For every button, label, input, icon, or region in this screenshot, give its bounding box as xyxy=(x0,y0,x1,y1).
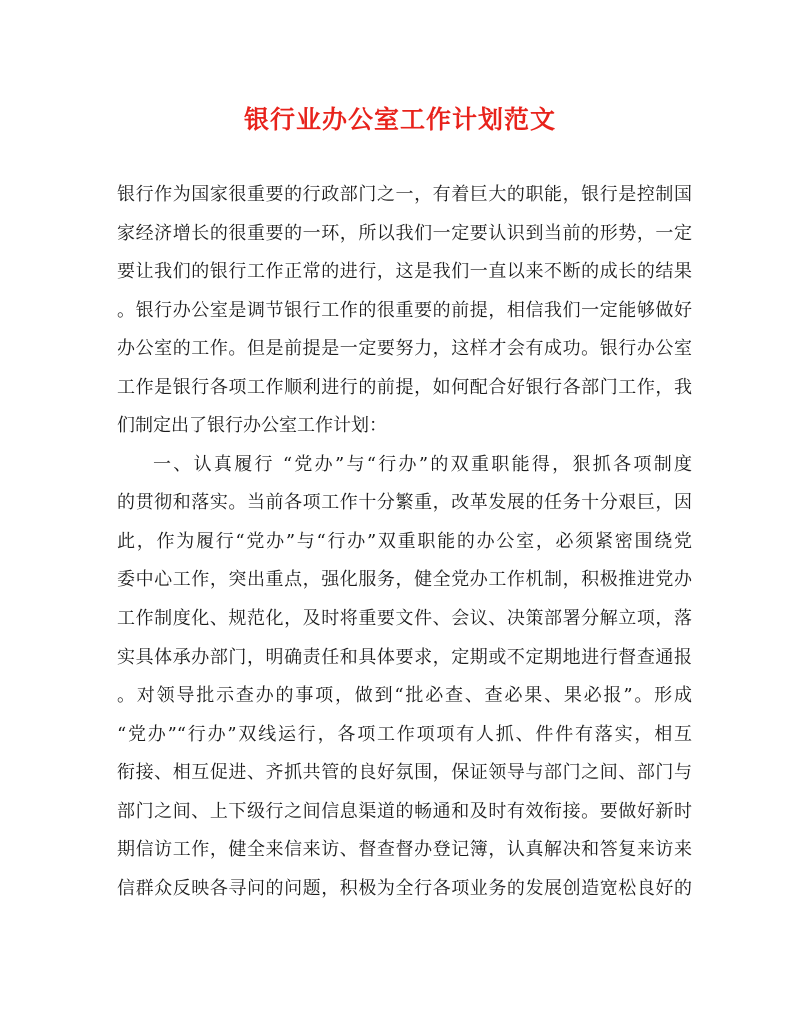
body-line: 期信访工作，健全来信来访、督查督办登记簿，认真解决和答复来访来 xyxy=(117,839,692,861)
body-line: 工作制度化、规范化，及时将重要文件、会议、决策部署分解立项，落 xyxy=(117,608,692,630)
body-line: 办公室的工作。但是前提是一定要努力，这样才会有成功。银行办公室 xyxy=(117,338,692,360)
body-line: 衔接、相互促进、齐抓共管的良好氛围，保证领导与部门之间、部门与 xyxy=(117,762,692,784)
body-line: 。银行办公室是调节银行工作的很重要的前提，相信我们一定能够做好 xyxy=(117,299,692,321)
document-title: 银行业办公室工作计划范文 xyxy=(243,105,556,134)
body-line: “党办”“行办”双线运行，各项工作项项有人抓、件件有落实，相互 xyxy=(117,723,692,745)
body-line: 的贯彻和落实。当前各项工作十分繁重，改革发展的任务十分艰巨，因 xyxy=(117,492,692,514)
body-line: 们制定出了银行办公室工作计划： xyxy=(117,415,387,437)
body-line: 此，作为履行“党办”与“行办”双重职能的办公室，必须紧密围绕党 xyxy=(117,530,692,552)
body-line: 银行作为国家很重要的行政部门之一，有着巨大的职能，银行是控制国 xyxy=(117,184,692,205)
paragraph-first-line: 一、认真履行 “党办”与“行办”的双重职能得，狠抓各项制度 xyxy=(153,453,692,475)
body-line: 工作是银行各项工作顺利进行的前提，如何配合好银行各部门工作，我 xyxy=(117,376,692,398)
document-body xyxy=(117,176,692,908)
body-line: 家经济增长的很重要的一环，所以我们一定要认识到当前的形势，一定 xyxy=(117,222,692,244)
body-line: 委中心工作，突出重点，强化服务，健全党办工作机制，积极推进党办 xyxy=(117,569,692,591)
body-line: 部门之间、上下级行之间信息渠道的畅通和及时有效衔接。要做好新时 xyxy=(117,800,692,822)
body-line: 要让我们的银行工作正常的进行，这是我们一直以来不断的成长的结果 xyxy=(117,261,692,283)
body-line: 。对领导批示查办的事项，做到“批必查、查必果、果必报”。形成 xyxy=(117,685,692,707)
body-line: 实具体承办部门，明确责任和具体要求，定期或不定期地进行督查通报 xyxy=(117,646,692,668)
body-line: 信群众反映各寻问的问题，积极为全行各项业务的发展创造宽松良好的 xyxy=(117,877,692,899)
